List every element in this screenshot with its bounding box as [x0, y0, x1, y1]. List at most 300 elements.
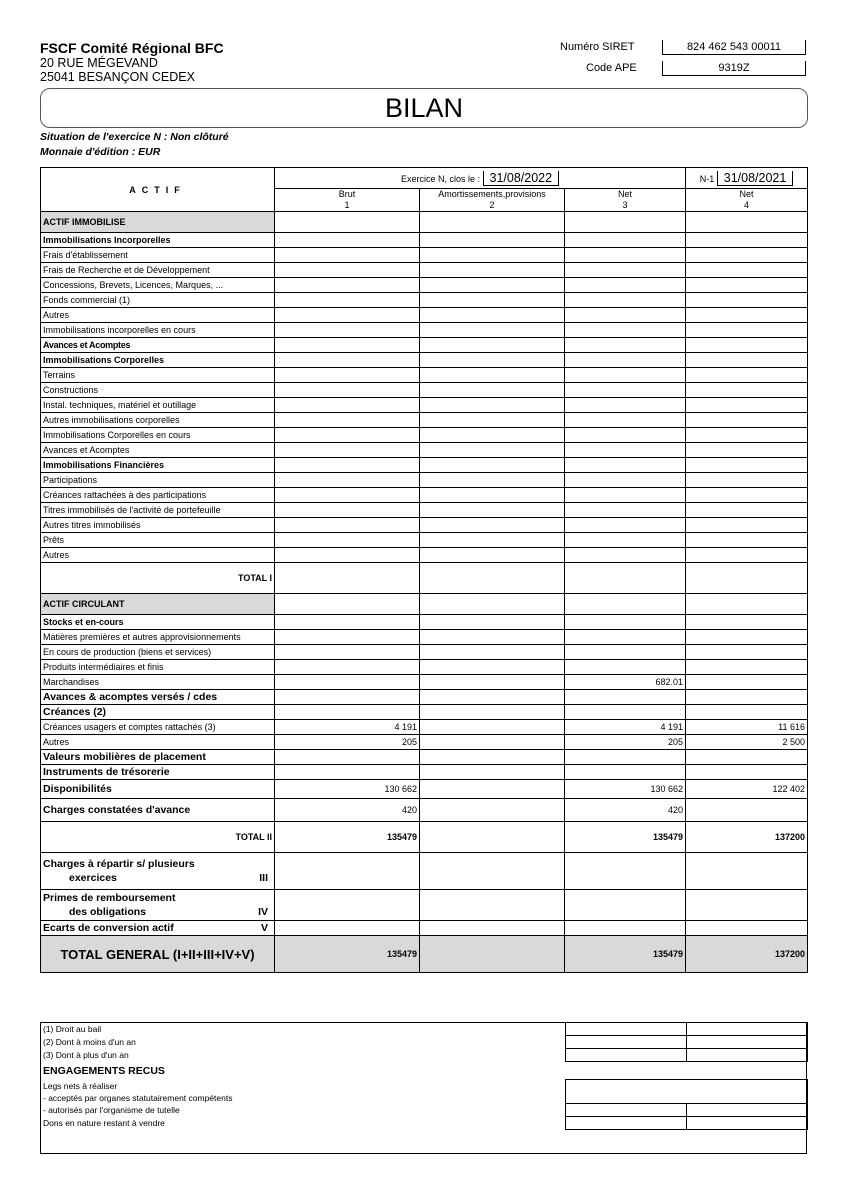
cell-brut	[275, 645, 420, 660]
row-label: Créances usagers et comptes rattachés (3)	[41, 720, 275, 735]
cell-net	[565, 428, 686, 443]
cell-amort	[420, 503, 565, 518]
row-label: TOTAL I	[41, 563, 275, 594]
cell-prev	[686, 383, 808, 398]
table-row	[41, 630, 808, 645]
table-row	[41, 822, 808, 853]
cell-brut	[275, 853, 420, 890]
table-row	[41, 705, 808, 720]
row-label: Autres immobilisations corporelles	[41, 413, 275, 428]
cell-prev	[686, 548, 808, 563]
cell-amort	[420, 293, 565, 308]
cell-net	[565, 212, 686, 233]
cell-amort	[420, 615, 565, 630]
table-row	[41, 853, 808, 890]
row-label: TOTAL GENERAL (I+II+III+IV+V)	[41, 936, 275, 973]
cell-net	[565, 921, 686, 936]
table-row	[41, 548, 808, 563]
cell-brut	[275, 518, 420, 533]
donations-label: Dons en nature restant à vendre	[43, 1118, 165, 1128]
table-row	[41, 735, 808, 750]
table-row	[41, 443, 808, 458]
table-row	[41, 533, 808, 548]
cell-amort	[420, 675, 565, 690]
cell-brut	[275, 890, 420, 921]
cell-amort	[420, 338, 565, 353]
cell-amort	[420, 720, 565, 735]
cell-amort	[420, 353, 565, 368]
cell-prev	[686, 458, 808, 473]
cell-brut	[275, 594, 420, 615]
cell-prev	[686, 660, 808, 675]
ape-label: Code APE	[586, 62, 637, 74]
row-label	[41, 890, 275, 921]
cell-net: 130 662	[565, 780, 686, 799]
cell-brut	[275, 533, 420, 548]
col-net-header	[565, 189, 686, 212]
row-label-text: Ecarts de conversion actif	[43, 922, 174, 934]
row-label: Avances et Acomptes	[41, 443, 275, 458]
col-netprev-number: 4	[744, 200, 750, 210]
cell-prev	[686, 443, 808, 458]
row-label: Avances et Acomptes	[41, 338, 275, 353]
cell-amort	[420, 660, 565, 675]
col-net-number: 3	[622, 200, 628, 210]
row-label-line2: des obligations	[69, 906, 147, 918]
table-row	[41, 921, 808, 936]
cell-brut	[275, 248, 420, 263]
cell-prev	[686, 799, 808, 822]
cell-brut: 135479	[275, 822, 420, 853]
cell-brut	[275, 263, 420, 278]
table-row	[41, 428, 808, 443]
cell-prev	[686, 630, 808, 645]
cell-prev	[686, 323, 808, 338]
row-label: Autres	[41, 735, 275, 750]
cell-net	[565, 293, 686, 308]
cell-brut	[275, 233, 420, 248]
cell-net	[565, 660, 686, 675]
row-label-line2: exercices	[69, 872, 117, 884]
row-label-line1: Primes de remboursement	[43, 892, 176, 904]
row-roman: III	[259, 872, 268, 884]
cell-prev: 137200	[686, 822, 808, 853]
col-netprev-header	[686, 189, 808, 212]
col-brut-label: Brut	[338, 189, 356, 199]
footer-frame	[40, 1022, 807, 1154]
col-brut-number: 1	[344, 200, 350, 210]
table-row	[41, 278, 808, 293]
row-label: Avances & acomptes versés / cdes	[41, 690, 275, 705]
row-label: Frais de Recherche et de Développement	[41, 263, 275, 278]
table-row	[41, 690, 808, 705]
cell-amort	[420, 248, 565, 263]
cell-amort	[420, 645, 565, 660]
cell-prev	[686, 428, 808, 443]
cell-prev	[686, 212, 808, 233]
cell-prev	[686, 765, 808, 780]
ape-value: 9319Z	[662, 61, 806, 76]
cell-prev	[686, 278, 808, 293]
cell-brut	[275, 548, 420, 563]
cell-net	[565, 750, 686, 765]
cell-amort	[420, 383, 565, 398]
cell-net	[565, 690, 686, 705]
cell-net	[565, 398, 686, 413]
cell-amort	[420, 263, 565, 278]
cell-prev	[686, 338, 808, 353]
cell-amort	[420, 765, 565, 780]
cell-net	[565, 458, 686, 473]
row-label: Immobilisations Incorporelles	[41, 233, 275, 248]
cell-net	[565, 323, 686, 338]
cell-prev	[686, 473, 808, 488]
row-label: TOTAL II	[41, 822, 275, 853]
cell-prev	[686, 398, 808, 413]
row-label: Autres	[41, 548, 275, 563]
cell-amort	[420, 548, 565, 563]
table-row	[41, 248, 808, 263]
row-label: Instruments de trésorerie	[41, 765, 275, 780]
table-row	[41, 720, 808, 735]
page-title: BILAN	[40, 88, 808, 128]
cell-net	[565, 765, 686, 780]
cell-net	[565, 594, 686, 615]
cell-prev	[686, 518, 808, 533]
row-label: Matières premières et autres approvisionnements	[41, 630, 275, 645]
row-label: Participations	[41, 473, 275, 488]
table-row	[41, 308, 808, 323]
row-roman: V	[260, 922, 268, 934]
col-brut-header	[275, 189, 420, 212]
table-row	[41, 936, 808, 973]
row-label: Autres titres immobilisés	[41, 518, 275, 533]
row-label: ACTIF IMMOBILISE	[41, 212, 275, 233]
cell-brut	[275, 398, 420, 413]
cell-amort	[420, 735, 565, 750]
cell-net	[565, 503, 686, 518]
table-row	[41, 383, 808, 398]
cell-net: 682.01	[565, 675, 686, 690]
cell-prev	[686, 690, 808, 705]
prev-exercise-header	[686, 168, 808, 189]
cell-amort	[420, 630, 565, 645]
org-address-line1: 20 RUE MÉGEVAND	[40, 56, 158, 70]
row-label: Frais d'établissement	[41, 248, 275, 263]
cell-net	[565, 615, 686, 630]
cell-net: 135479	[565, 936, 686, 973]
cell-brut	[275, 353, 420, 368]
table-row	[41, 368, 808, 383]
cell-net	[565, 853, 686, 890]
cell-net	[565, 443, 686, 458]
cell-amort	[420, 473, 565, 488]
cell-net: 205	[565, 735, 686, 750]
cell-prev	[686, 675, 808, 690]
row-label	[41, 921, 275, 936]
cell-brut	[275, 503, 420, 518]
row-label: Marchandises	[41, 675, 275, 690]
cell-brut	[275, 443, 420, 458]
cell-prev: 11 616	[686, 720, 808, 735]
cell-amort	[420, 413, 565, 428]
cell-net	[565, 890, 686, 921]
cell-prev	[686, 233, 808, 248]
cell-amort	[420, 428, 565, 443]
cell-amort	[420, 278, 565, 293]
cell-prev	[686, 368, 808, 383]
cell-amort	[420, 853, 565, 890]
row-label: Charges constatées d'avance	[41, 799, 275, 822]
cell-amort	[420, 323, 565, 338]
footer-note-1: (1) Droit au bail	[43, 1024, 102, 1034]
cell-amort	[420, 563, 565, 594]
cell-brut	[275, 473, 420, 488]
authorized-label: - autorisés par l'organisme de tutelle	[43, 1105, 180, 1115]
row-label-line1: Charges à répartir s/ plusieurs	[43, 858, 195, 870]
table-row	[41, 338, 808, 353]
cell-amort	[420, 212, 565, 233]
cell-net: 4 191	[565, 720, 686, 735]
cell-net	[565, 278, 686, 293]
cell-amort	[420, 533, 565, 548]
cell-brut	[275, 368, 420, 383]
table-row	[41, 660, 808, 675]
footer-note-2: (2) Dont à moins d'un an	[43, 1037, 136, 1047]
table-row	[41, 398, 808, 413]
cell-prev: 2 500	[686, 735, 808, 750]
currency-text: Monnaie d'édition : EUR	[40, 146, 161, 158]
table-row	[41, 563, 808, 594]
cell-brut	[275, 660, 420, 675]
row-label: Immobilisations Financières	[41, 458, 275, 473]
cell-prev	[686, 308, 808, 323]
cell-prev	[686, 645, 808, 660]
cell-prev	[686, 705, 808, 720]
table-row	[41, 212, 808, 233]
table-row	[41, 890, 808, 921]
cell-net	[565, 533, 686, 548]
cell-brut	[275, 383, 420, 398]
org-address-line2: 25041 BESANÇON CEDEX	[40, 70, 195, 84]
cell-brut	[275, 563, 420, 594]
cell-prev	[686, 563, 808, 594]
prev-date: 31/08/2021	[717, 171, 794, 186]
cell-brut	[275, 323, 420, 338]
prev-label: N-1	[699, 173, 715, 184]
table-row	[41, 413, 808, 428]
row-label: Immobilisations incorporelles en cours	[41, 323, 275, 338]
cell-net	[565, 248, 686, 263]
balance-table	[40, 167, 808, 973]
cell-net	[565, 518, 686, 533]
cell-prev	[686, 750, 808, 765]
cell-brut	[275, 750, 420, 765]
cell-amort	[420, 233, 565, 248]
cell-net	[565, 413, 686, 428]
cell-prev	[686, 890, 808, 921]
row-label: Titres immobilisés de l'activité de portefeuille	[41, 503, 275, 518]
cell-brut	[275, 278, 420, 293]
cell-amort	[420, 368, 565, 383]
table-row	[41, 615, 808, 630]
cell-brut: 420	[275, 799, 420, 822]
row-label: Concessions, Brevets, Licences, Marques, ...	[41, 278, 275, 293]
cell-net: 420	[565, 799, 686, 822]
siret-label: Numéro SIRET	[560, 41, 635, 53]
row-label: Immobilisations Corporelles	[41, 353, 275, 368]
accepted-label: - acceptés par organes statutairement compétents	[43, 1092, 233, 1103]
cell-brut	[275, 921, 420, 936]
col-net-label: Net	[618, 189, 633, 199]
cell-amort	[420, 780, 565, 799]
cell-prev	[686, 263, 808, 278]
row-label: ACTIF CIRCULANT	[41, 594, 275, 615]
exercise-date: 31/08/2022	[483, 171, 560, 186]
col-amort-number: 2	[489, 200, 495, 210]
table-row	[41, 675, 808, 690]
cell-brut	[275, 338, 420, 353]
table-row	[41, 473, 808, 488]
cell-brut	[275, 690, 420, 705]
actif-title: ACTIF	[41, 168, 275, 212]
row-label: Immobilisations Corporelles en cours	[41, 428, 275, 443]
row-label: Disponibilités	[41, 780, 275, 799]
cell-prev	[686, 533, 808, 548]
cell-prev	[686, 413, 808, 428]
cell-brut	[275, 212, 420, 233]
legs-label: Legs nets à réaliser	[43, 1080, 118, 1091]
cell-brut	[275, 675, 420, 690]
situation-text: Situation de l'exercice N : Non clôturé	[40, 131, 229, 143]
cell-amort	[420, 690, 565, 705]
cell-prev	[686, 503, 808, 518]
cell-brut	[275, 428, 420, 443]
cell-amort	[420, 750, 565, 765]
table-row	[41, 750, 808, 765]
cell-brut: 205	[275, 735, 420, 750]
row-label: Produits intermédiaires et finis	[41, 660, 275, 675]
cell-prev	[686, 853, 808, 890]
row-label: Créances (2)	[41, 705, 275, 720]
cell-net	[565, 705, 686, 720]
cell-brut	[275, 413, 420, 428]
cell-amort	[420, 890, 565, 921]
row-label: Prêts	[41, 533, 275, 548]
table-row	[41, 503, 808, 518]
cell-prev	[686, 615, 808, 630]
cell-net	[565, 383, 686, 398]
row-label: Terrains	[41, 368, 275, 383]
cell-prev	[686, 293, 808, 308]
cell-amort	[420, 936, 565, 973]
row-label: Stocks et en-cours	[41, 615, 275, 630]
cell-net	[565, 308, 686, 323]
cell-net	[565, 338, 686, 353]
cell-amort	[420, 488, 565, 503]
cell-brut: 135479	[275, 936, 420, 973]
col-netprev-label: Net	[739, 189, 754, 199]
table-row	[41, 263, 808, 278]
cell-amort	[420, 458, 565, 473]
row-label: Fonds commercial (1)	[41, 293, 275, 308]
cell-brut	[275, 630, 420, 645]
table-row	[41, 799, 808, 822]
table-row	[41, 323, 808, 338]
cell-brut: 130 662	[275, 780, 420, 799]
cell-net	[565, 488, 686, 503]
cell-prev	[686, 488, 808, 503]
cell-amort	[420, 822, 565, 853]
cell-amort	[420, 518, 565, 533]
table-row	[41, 353, 808, 368]
row-label: Autres	[41, 308, 275, 323]
row-label: Instal. techniques, matériel et outillage	[41, 398, 275, 413]
cell-brut	[275, 765, 420, 780]
cell-net	[565, 233, 686, 248]
cell-net	[565, 548, 686, 563]
cell-prev	[686, 594, 808, 615]
col-amort-header	[420, 189, 565, 212]
cell-amort	[420, 799, 565, 822]
cell-amort	[420, 443, 565, 458]
table-row	[41, 458, 808, 473]
cell-brut	[275, 458, 420, 473]
siret-value: 824 462 543 00011	[662, 40, 806, 55]
cell-net	[565, 353, 686, 368]
cell-net	[565, 630, 686, 645]
cell-prev	[686, 921, 808, 936]
cell-net	[565, 263, 686, 278]
table-row	[41, 233, 808, 248]
cell-prev: 122 402	[686, 780, 808, 799]
row-roman: IV	[258, 906, 268, 918]
cell-brut	[275, 308, 420, 323]
cell-net: 135479	[565, 822, 686, 853]
cell-brut	[275, 705, 420, 720]
table-row	[41, 765, 808, 780]
cell-brut	[275, 488, 420, 503]
col-amort-label: Amortissements,provisions	[438, 189, 546, 199]
cell-prev	[686, 353, 808, 368]
cell-brut	[275, 615, 420, 630]
cell-amort	[420, 921, 565, 936]
table-row	[41, 594, 808, 615]
cell-brut: 4 191	[275, 720, 420, 735]
cell-amort	[420, 594, 565, 615]
exercise-header	[275, 168, 686, 189]
cell-prev: 137200	[686, 936, 808, 973]
cell-net	[565, 563, 686, 594]
engagements-heading: ENGAGEMENTS RECUS	[43, 1064, 165, 1077]
row-label	[41, 853, 275, 890]
cell-amort	[420, 398, 565, 413]
row-label: En cours de production (biens et services)	[41, 645, 275, 660]
exercise-label: Exercice N, clos le :	[400, 173, 480, 184]
table-row	[41, 645, 808, 660]
footer-note-3: (3) Dont à plus d'un an	[43, 1050, 129, 1060]
cell-amort	[420, 308, 565, 323]
cell-net	[565, 473, 686, 488]
table-row	[41, 518, 808, 533]
cell-brut	[275, 293, 420, 308]
org-name: FSCF Comité Régional BFC	[40, 40, 224, 56]
row-label: Valeurs mobilières de placement	[41, 750, 275, 765]
cell-prev	[686, 248, 808, 263]
table-row	[41, 488, 808, 503]
cell-net	[565, 645, 686, 660]
cell-net	[565, 368, 686, 383]
